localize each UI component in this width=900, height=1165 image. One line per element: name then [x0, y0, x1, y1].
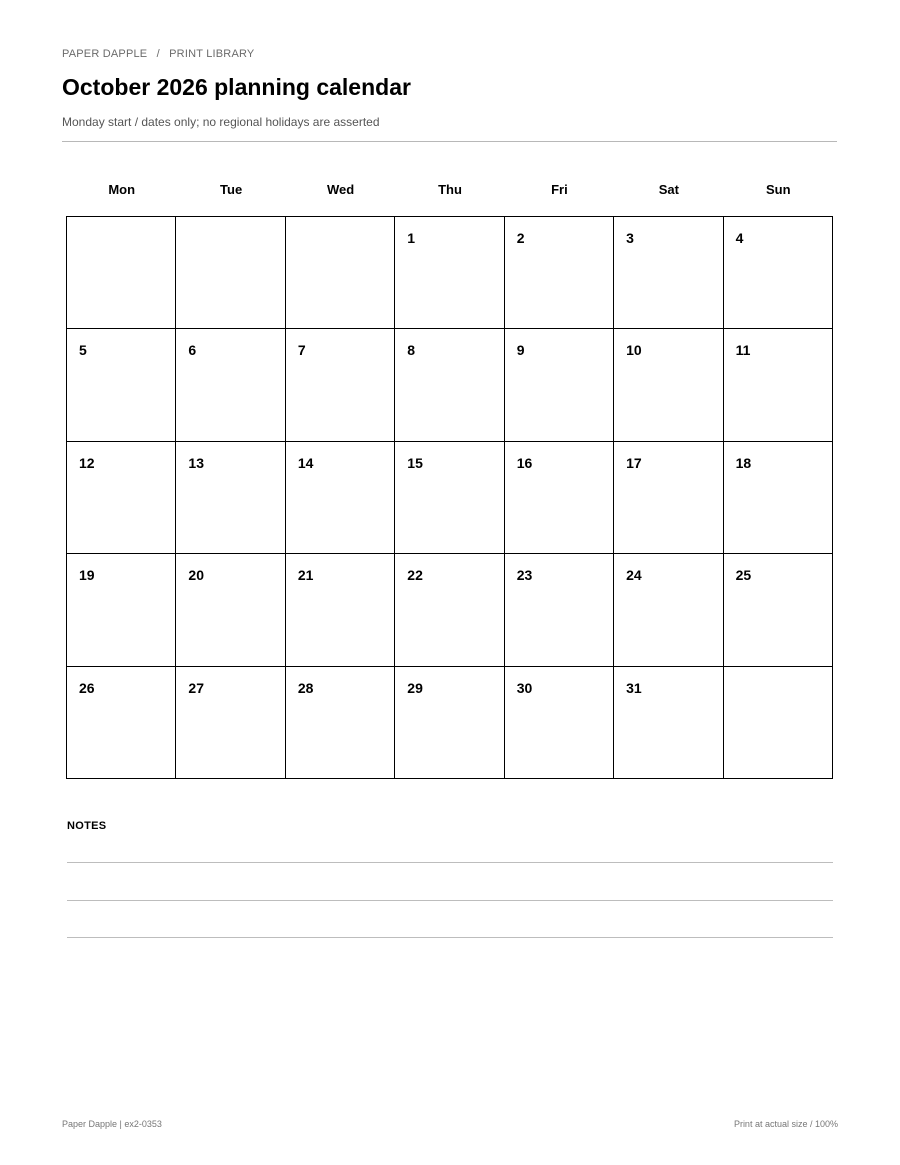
day-number: 25	[735, 567, 752, 584]
calendar-day-cell[interactable]	[176, 667, 285, 779]
calendar-day-cell[interactable]	[395, 217, 504, 329]
day-number: 4	[735, 230, 744, 246]
calendar-day-cell[interactable]	[395, 442, 504, 554]
calendar-day-cell[interactable]	[614, 329, 723, 441]
day-number: 8	[407, 342, 416, 359]
notes-label: NOTES	[67, 820, 107, 832]
page-title: October 2026 planning calendar	[62, 74, 411, 100]
note-line[interactable]	[67, 900, 833, 901]
calendar-day-cell[interactable]	[286, 329, 395, 441]
calendar-grid	[66, 216, 833, 779]
day-number: 26	[79, 679, 95, 696]
day-number: 9	[516, 342, 525, 359]
day-number: 31	[626, 679, 642, 696]
calendar-day-cell[interactable]	[505, 667, 614, 779]
day-number: 3	[626, 230, 634, 246]
breadcrumb	[62, 48, 254, 60]
day-number: 19	[79, 567, 95, 584]
calendar-day-cell[interactable]	[724, 329, 833, 441]
footer-print-hint: Print at actual size / 100%	[733, 1119, 838, 1129]
calendar-empty-cell	[67, 217, 176, 329]
calendar-day-cell[interactable]	[724, 217, 833, 329]
day-number: 27	[188, 679, 204, 696]
day-number: 23	[516, 567, 533, 584]
weekday-fri: Fri	[551, 182, 568, 197]
note-line[interactable]	[67, 937, 833, 938]
calendar-day-cell[interactable]	[176, 442, 285, 554]
day-number: 20	[188, 567, 204, 584]
calendar-day-cell[interactable]	[614, 554, 723, 666]
calendar-day-cell[interactable]	[176, 554, 285, 666]
day-number: 16	[516, 454, 533, 471]
day-number: 29	[407, 679, 423, 696]
day-number: 14	[297, 454, 314, 471]
day-number: 2	[516, 230, 525, 246]
weekday-sat: Sat	[658, 182, 679, 197]
calendar-day-cell[interactable]	[505, 554, 614, 666]
day-number: 5	[79, 342, 87, 359]
breadcrumb-separator: /	[156, 48, 160, 60]
calendar-day-cell[interactable]	[286, 442, 395, 554]
day-number: 11	[735, 342, 751, 359]
weekday-header-row	[67, 182, 833, 197]
calendar-day-cell[interactable]	[395, 329, 504, 441]
calendar-day-cell[interactable]	[176, 329, 285, 441]
calendar-day-cell[interactable]	[395, 667, 504, 779]
calendar-empty-cell	[286, 217, 395, 329]
day-number: 15	[407, 454, 423, 471]
day-number: 28	[297, 679, 314, 696]
breadcrumb-item-print-library[interactable]: PRINT LIBRARY	[169, 48, 255, 60]
calendar-day-cell[interactable]	[614, 667, 723, 779]
day-number: 30	[516, 679, 533, 696]
calendar-day-cell[interactable]	[724, 554, 833, 666]
calendar-empty-cell	[724, 667, 833, 779]
calendar-day-cell[interactable]	[505, 329, 614, 441]
day-number: 17	[626, 454, 642, 471]
calendar-day-cell[interactable]	[286, 554, 395, 666]
weekday-tue: Tue	[220, 182, 243, 197]
calendar-day-cell[interactable]	[505, 217, 614, 329]
breadcrumb-item-paper-dapple[interactable]: PAPER DAPPLE	[62, 48, 148, 60]
weekday-wed: Wed	[326, 182, 355, 197]
header-divider	[62, 141, 837, 142]
weekday-thu: Thu	[438, 182, 462, 197]
calendar-day-cell[interactable]	[67, 554, 176, 666]
day-number: 21	[297, 567, 314, 584]
calendar-day-cell[interactable]	[67, 667, 176, 779]
calendar-empty-cell	[176, 217, 285, 329]
weekday-sun: Sun	[766, 182, 791, 197]
calendar-day-cell[interactable]	[286, 667, 395, 779]
day-number: 18	[735, 454, 752, 471]
weekday-mon: Mon	[108, 182, 136, 197]
day-number: 22	[407, 567, 423, 584]
calendar-day-cell[interactable]	[614, 217, 723, 329]
calendar-day-cell[interactable]	[67, 442, 176, 554]
note-line[interactable]	[67, 862, 833, 863]
calendar-day-cell[interactable]	[724, 442, 833, 554]
day-number: 10	[626, 342, 642, 359]
day-number: 13	[188, 454, 204, 471]
calendar-day-cell[interactable]	[505, 442, 614, 554]
page-subtitle: Monday start / dates only; no regional holidays are asserted	[62, 115, 380, 129]
day-number: 1	[407, 230, 416, 246]
day-number: 12	[79, 454, 95, 471]
day-number: 6	[188, 342, 197, 359]
calendar-day-cell[interactable]	[614, 442, 723, 554]
calendar-day-cell[interactable]	[395, 554, 504, 666]
day-number: 24	[626, 567, 642, 584]
day-number: 7	[297, 342, 306, 359]
footer-source: Paper Dapple | ex2-0353	[62, 1119, 162, 1129]
calendar-day-cell[interactable]	[67, 329, 176, 441]
